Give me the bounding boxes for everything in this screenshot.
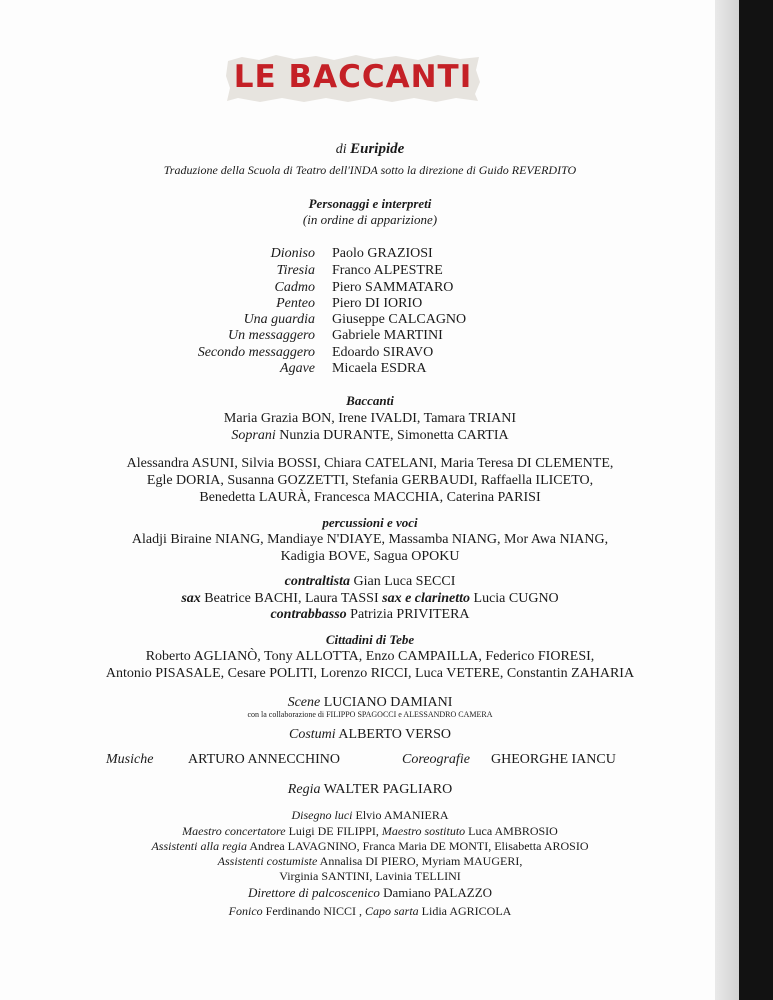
cast-role: Un messaggero (228, 328, 315, 343)
cast-actor: Piero SAMMATARO (332, 280, 454, 295)
coreografie-label: Coreografie (402, 752, 470, 767)
assistenti-regia-credit: Assistenti alla regia Andrea LAVAGNINO, Franca Maria DE MONTI, Elisabetta AROSIO (151, 839, 589, 853)
cast-actor: Giuseppe CALCAGNO (332, 312, 467, 327)
cast-actor: Edoardo SIRAVO (332, 345, 434, 360)
percussioni-line: Kadigia BOVE, Sagua OPOKU (280, 549, 460, 564)
percussioni-heading: percussioni e voci (322, 515, 418, 530)
costumi-credit: Costumi ALBERTO VERSO (288, 727, 452, 742)
musiche-name: ARTURO ANNECCHINO (188, 752, 340, 767)
contrabbasso-line: contrabbasso Patrizia PRIVITERA (270, 607, 470, 622)
soprani-line: Soprani Nunzia DURANTE, Simonetta CARTIA (231, 428, 509, 443)
page-edge-gray (715, 0, 739, 1000)
cast-role: Tiresia (276, 263, 315, 278)
cast-subheading: (in ordine di apparizione) (302, 212, 438, 227)
play-title: LE BACCANTI (233, 59, 473, 95)
cast-role: Secondo messaggero (197, 345, 315, 360)
cittadini-line: Antonio PISASALE, Cesare POLITI, Lorenzo RICCI, Luca VETERE, Constantin ZAHARIA (105, 666, 635, 681)
cast-role: Dioniso (270, 246, 315, 261)
cast-actor: Franco ALPESTRE (332, 263, 443, 278)
scene-credit: Scene LUCIANO DAMIANI (287, 695, 453, 710)
baccanti-line: Maria Grazia BON, Irene IVALDI, Tamara TRIANI (223, 411, 517, 426)
baccanti-group-line: Egle DORIA, Susanna GOZZETTI, Stefania GERBAUDI, Raffaella ILICETO, (146, 473, 594, 488)
page-edge-black (739, 0, 773, 1000)
contraltista-line: contraltista Gian Luca SECCI (284, 574, 456, 589)
fonico-sarta-credit: Fonico Ferdinando NICCI , Capo sarta Lidia AGRICOLA (228, 904, 512, 918)
baccanti-group-line: Benedetta LAURÀ, Francesca MACCHIA, Caterina PARISI (199, 490, 541, 505)
musiche-label: Musiche (106, 752, 154, 767)
cast-role: Penteo (276, 296, 315, 311)
title-banner (224, 52, 482, 104)
maestri-credit: Maestro concertatore Luigi DE FILIPPI, Maestro sostituto Luca AMBROSIO (182, 824, 558, 838)
author-line: di Euripide (335, 141, 405, 157)
baccanti-heading: Baccanti (346, 393, 394, 408)
cast-actor: Gabriele MARTINI (332, 328, 443, 343)
scene-collaboration: con la collaborazione di FILIPPO SPAGOCCI e ALESSANDRO CAMERA (247, 710, 493, 719)
translation-credit: Traduzione della Scuola di Teatro dell'INDA sotto la direzione di Guido REVERDITO (163, 163, 577, 177)
cast-role: Cadmo (274, 280, 315, 295)
cast-actor: Micaela ESDRA (332, 361, 427, 376)
cittadini-line: Roberto AGLIANÒ, Tony ALLOTTA, Enzo CAMPAILLA, Federico FIORESI, (145, 649, 595, 664)
luci-credit: Disegno luci Elvio AMANIERA (291, 808, 449, 822)
percussioni-line: Aladji Biraine NIANG, Mandiaye N'DIAYE, Massamba NIANG, Mor Awa NIANG, (131, 532, 609, 547)
cast-actor: Paolo GRAZIOSI (332, 246, 433, 261)
cast-role: Agave (280, 361, 315, 376)
cast-role: Una guardia (243, 312, 315, 327)
coreografie-name: GHEORGHE IANCU (491, 752, 616, 767)
sax-line: sax Beatrice BACHI, Laura TASSI sax e clarinetto Lucia CUGNO (181, 591, 559, 606)
assistenti-costumiste-credit-2: Virginia SANTINI, Lavinia TELLINI (279, 869, 461, 883)
regia-credit: Regia WALTER PAGLIARO (287, 782, 453, 797)
cittadini-heading: Cittadini di Tebe (325, 632, 415, 647)
cast-actor: Piero DI IORIO (332, 296, 423, 311)
palcoscenico-credit: Direttore di palcoscenico Damiano PALAZZO (247, 885, 493, 900)
assistenti-costumiste-credit: Assistenti costumiste Annalisa DI PIERO, Myriam MAUGERI, (217, 854, 523, 868)
cast-heading: Personaggi e interpreti (308, 196, 432, 211)
baccanti-group-line: Alessandra ASUNI, Silvia BOSSI, Chiara CATELANI, Maria Teresa DI CLEMENTE, (126, 456, 614, 471)
